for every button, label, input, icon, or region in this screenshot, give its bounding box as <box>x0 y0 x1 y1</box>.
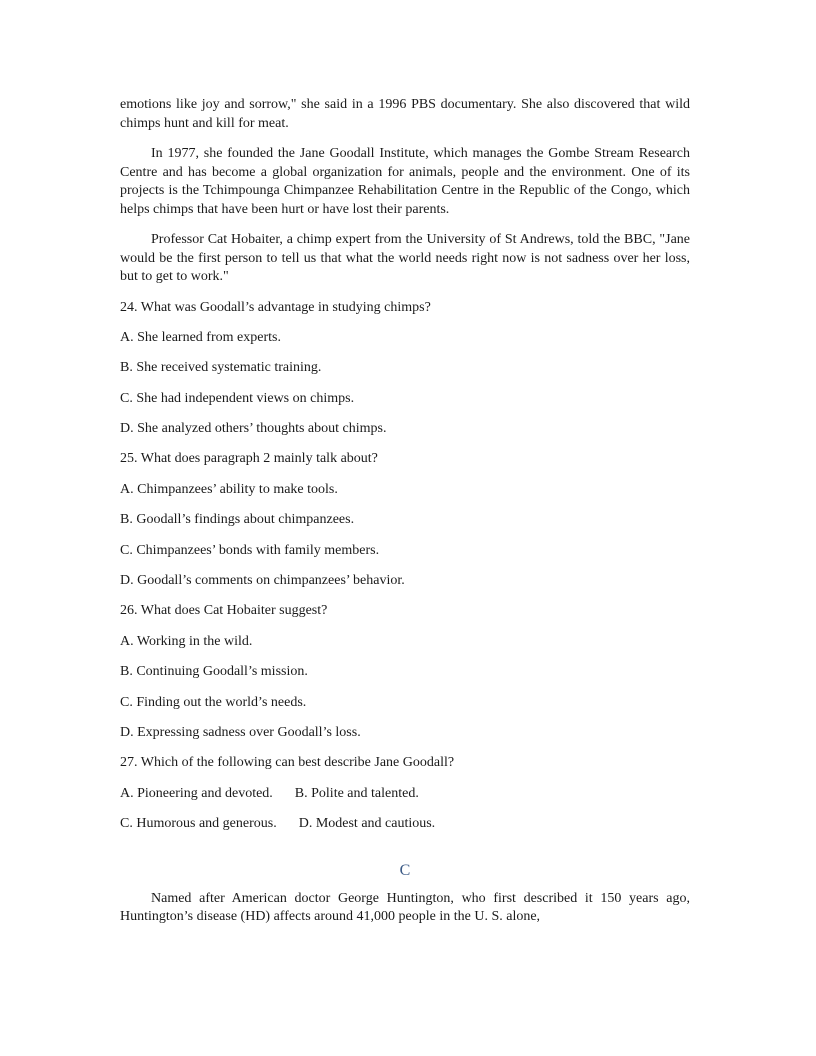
option-d: D. Goodall’s comments on chimpanzees’ behavior. <box>120 573 405 589</box>
option-d: D. Expressing sadness over Goodall’s loss. <box>120 724 361 740</box>
option-row-cd <box>120 815 690 845</box>
option-row-ab <box>120 785 690 815</box>
option-d: D. She analyzed others’ thoughts about chimps. <box>120 421 387 437</box>
section-c-paragraph: Named after American doctor George Huntington, who first described it 150 years ago, Huntington’s disease (HD) affects around 41,000 people in the U. S. alone, <box>120 890 690 925</box>
question-stem: 27. Which of the following can best describe Jane Goodall? <box>120 755 455 771</box>
option-b: B. Goodall’s findings about chimpanzees. <box>120 512 355 528</box>
passage-paragraph-hobaiter: Professor Cat Hobaiter, a chimp expert from the University of St Andrews, told the BBC, "Jane would be the first person to tell us that what the world needs right now is not sadness over her loss, but to get to work." <box>120 232 690 284</box>
section-c-heading: C <box>399 861 411 879</box>
passage-paragraph-continued: emotions like joy and sorrow," she said in a 1996 PBS documentary. She also discovered that wild chimps hunt and kill for meat. <box>120 97 690 131</box>
option-a: A. Chimpanzees’ ability to make tools. <box>120 481 338 497</box>
question-26 <box>120 602 690 754</box>
option-c: C. She had independent views on chimps. <box>120 390 355 406</box>
document-body <box>120 96 690 939</box>
option-a: A. She learned from experts. <box>120 329 281 345</box>
question-stem: 25. What does paragraph 2 mainly talk about? <box>120 451 378 467</box>
question-25 <box>120 450 690 602</box>
option-a: A. Pioneering and devoted. <box>120 785 273 801</box>
question-27 <box>120 754 690 845</box>
question-stem: 26. What does Cat Hobaiter suggest? <box>120 603 328 619</box>
option-b: B. Continuing Goodall’s mission. <box>120 664 308 680</box>
option-c: C. Humorous and generous. <box>120 816 277 832</box>
option-c: C. Finding out the world’s needs. <box>120 694 307 710</box>
option-b: B. Polite and talented. <box>294 785 419 801</box>
option-a: A. Working in the wild. <box>120 633 253 649</box>
question-24 <box>120 299 690 451</box>
question-stem: 24. What was Goodall’s advantage in studying chimps? <box>120 299 431 315</box>
option-d: D. Modest and cautious. <box>298 816 436 832</box>
option-b: B. She received systematic training. <box>120 360 322 376</box>
passage-paragraph-institute: In 1977, she founded the Jane Goodall Institute, which manages the Gombe Stream Research Centre and has become a global organization for animals, people and the environment. One of its projects is the Tchimpounga Chimpanzee Rehabilitation Centre in the Republic of the Congo, which helps chimps that have been hurt or have lost their parents. <box>120 146 690 217</box>
option-c: C. Chimpanzees’ bonds with family members. <box>120 542 380 558</box>
